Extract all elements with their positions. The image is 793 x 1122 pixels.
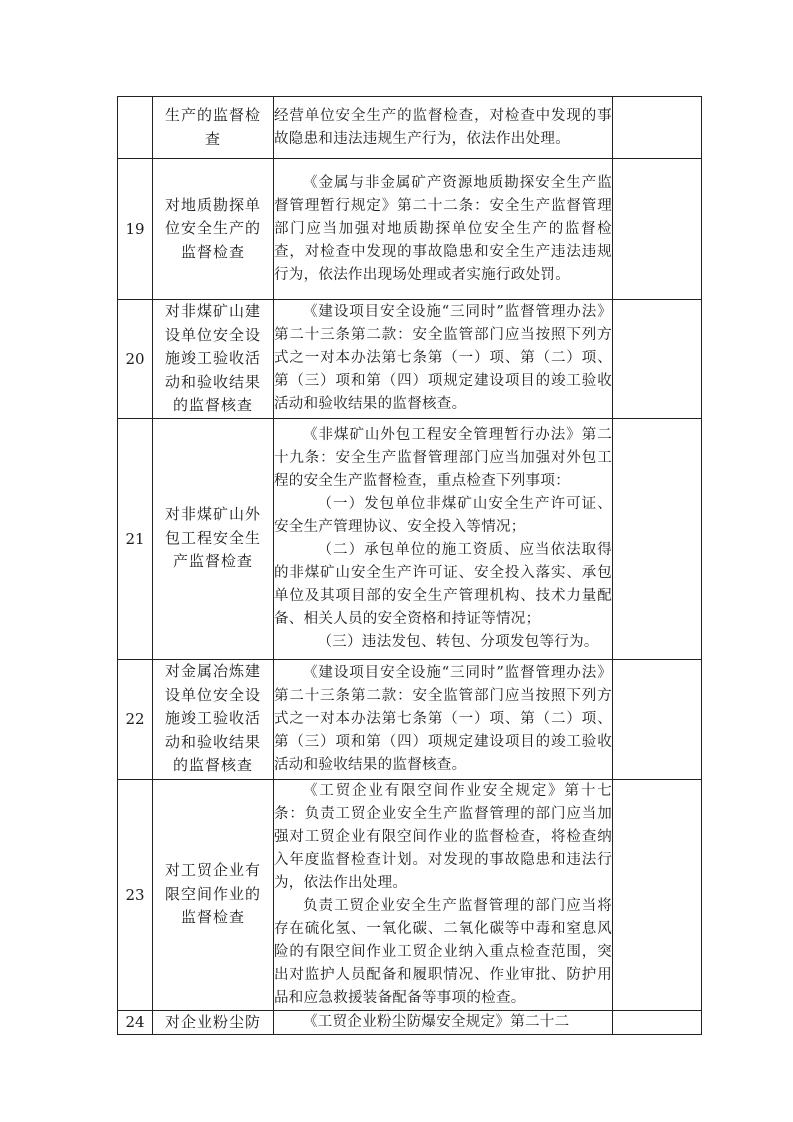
item-name-line: 对工贸企业有	[164, 861, 261, 880]
legal-basis-paragraph: 《工贸企业有限空间作业安全规定》第十七条：负责工贸企业安全生产监督管理的部门应当加强对工贸企业有限空间作业的监督检查，将检查纳入年度监督检查计划。对发现的事故隐患和违法行为，依法作出处理。	[274, 782, 612, 891]
item-name-line: 设单位安全设	[164, 685, 261, 704]
item-name-line: 对企业粉尘防	[164, 1012, 261, 1031]
row-number: 19	[118, 159, 153, 300]
table-row	[118, 300, 702, 419]
row-number: 23	[118, 779, 153, 1010]
row-number	[118, 97, 153, 159]
legal-basis	[274, 97, 613, 159]
item-name	[153, 159, 274, 300]
legal-basis-paragraph: 《金属与非金属矿产资源地质勘探安全生产监督管理暂行规定》第二十二条：安全生产监督管理部门应当加强对地质勘探单位安全生产的监督检查，对检查中发现的事故隐患和安全生产违法违规行为，依法作出现场处理或者实施行政处罚。	[274, 174, 612, 283]
table-row	[118, 418, 702, 659]
legal-basis	[274, 659, 613, 779]
table-row	[118, 779, 702, 1010]
item-name-line: 监督检查	[180, 908, 245, 927]
remarks-cell	[613, 779, 702, 1010]
item-name-line: 动和验收结果	[164, 732, 261, 751]
legal-basis-paragraph: 负责工贸企业安全生产监督管理的部门应当将存在硫化氢、一氧化碳、二氧化碳等中毒和窒息风险的有限空间作业工贸企业纳入重点检查范围，突出对监护人员配备和履职情况、作业审批、防护用品和应急救援装备配备等事项的检查。	[274, 897, 612, 1006]
legal-basis	[274, 159, 613, 300]
item-name-line: 包工程安全生	[164, 528, 261, 547]
item-name	[153, 659, 274, 779]
legal-basis-paragraph: 《建设项目安全设施“三同时”监督管理办法》第二十三条第二款：安全监管部门应当按照下列方式之一对本办法第七条第（一）项、第（二）项、第（三）项和第（四）项规定建设项目的竣工验收活动和验收结果的监督核查。	[274, 304, 612, 413]
item-name-line: 产监督检查	[172, 552, 253, 571]
remarks-cell	[613, 159, 702, 300]
table-row	[118, 159, 702, 300]
item-name-line: 对非煤矿山外	[164, 505, 261, 524]
legal-basis	[274, 300, 613, 419]
item-name-line: 对非煤矿山建	[164, 302, 261, 320]
item-name-line: 限空间作业的	[164, 884, 261, 903]
item-name-line: 动和验收结果	[164, 372, 261, 391]
item-name	[153, 97, 274, 159]
item-name-line: 位安全生产的	[164, 219, 261, 238]
remarks-cell	[613, 300, 702, 419]
item-name	[153, 418, 274, 659]
remarks-cell	[613, 659, 702, 779]
legal-basis	[274, 418, 613, 659]
remarks-cell	[613, 418, 702, 659]
legal-basis-paragraph: 《建设项目安全设施“三同时”监督管理办法》第二十三条第二款：安全监管部门应当按照下列方式之一对本办法第七条第（一）项、第（二）项、第（三）项和第（四）项规定建设项目的竣工验收活动和验收结果的监督核查。	[274, 664, 612, 773]
legal-basis-item: （一）发包单位非煤矿山安全生产许可证、安全生产管理协议、安全投入等情况；	[274, 495, 612, 535]
table-row	[118, 97, 702, 159]
item-name-line: 生产的监督检	[164, 106, 261, 124]
item-name-line: 施竣工验收活	[164, 709, 261, 728]
legal-basis	[274, 1010, 613, 1035]
item-name	[153, 779, 274, 1010]
item-name-line: 施竣工验收活	[164, 349, 261, 367]
legal-basis-paragraph: 经营单位安全生产的监督检查，对检查中发现的事故隐患和违法违规生产行为，依法作出处理。	[274, 107, 612, 147]
row-number: 22	[118, 659, 153, 779]
item-name-line: 监督检查	[180, 242, 245, 261]
legal-basis	[274, 779, 613, 1010]
regulation-table	[117, 96, 702, 1035]
item-name	[153, 1010, 274, 1035]
item-name-line: 对地质勘探单	[164, 195, 261, 214]
legal-basis-paragraph: 《工贸企业粉尘防爆安全规定》第二十二	[303, 1013, 570, 1030]
row-number: 21	[118, 418, 153, 659]
row-number: 20	[118, 300, 153, 419]
remarks-cell	[613, 1010, 702, 1035]
item-name-line: 设单位安全设	[164, 325, 261, 344]
item-name-line: 查	[204, 129, 221, 148]
item-name	[153, 300, 274, 419]
table-row	[118, 1010, 702, 1035]
legal-basis-paragraph: 《非煤矿山外包工程安全管理暂行办法》第二十九条：安全生产监督管理部门应当加强对外包工程的安全生产监督检查，重点检查下列事项：	[274, 426, 612, 489]
table-row	[118, 659, 702, 779]
legal-basis-item: （二）承包单位的施工资质、应当依法取得的非煤矿山安全生产许可证、安全投入落实、承包单位及其项目部的安全生产管理机构、技术力量配备、相关人员的安全资格和持证等情况；	[274, 541, 612, 627]
row-number: 24	[118, 1010, 153, 1035]
item-name-line: 对金属冶炼建	[164, 662, 261, 681]
item-name-line: 的监督核查	[172, 396, 253, 414]
legal-basis-item: （三）违法发包、转包、分项发包等行为。	[317, 633, 599, 650]
item-name-line: 的监督核查	[172, 756, 253, 775]
remarks-cell	[613, 97, 702, 159]
